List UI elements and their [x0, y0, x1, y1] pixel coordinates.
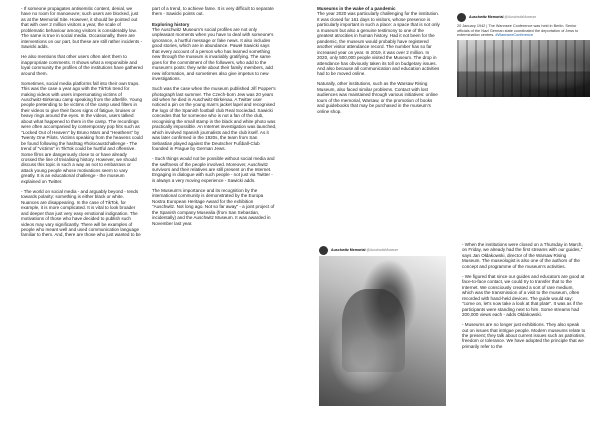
article-column-3 [317, 6, 441, 119]
embedded-social-post[interactable] [319, 244, 446, 414]
paragraph: Naturally, other institutions, such as the Warsaw Rising Museum, also faced similar problems. Contact with lost audiences was maintained through various initiatives: online tours of the memorial, Warsaw, or the promotion of books and guidebooks that may be purchased in the museum's online shop. [317, 81, 438, 114]
paragraph: - Such things would not be possible without social media and the swiftness of the people involved. Moreover, Auschwitz survivors and their relatives are still present on the Internet. Engaging in dialogue with such people - not just via Twitter - is always a very moving experience - Sawicki adds. [152, 156, 275, 183]
paragraph: part of a trend, to achieve fame. It is very difficult to separate them - Sawicki points out. [152, 6, 274, 17]
post-header [319, 244, 446, 256]
paragraph: - Museums are no longer just exhibitions. They also speak out on issues that intrigue people. Modern museums relate to the present; they talk about current issues such as patriotism, freedom or tolerance. We have adopted the principle that we primarily refer to the [462, 322, 586, 349]
post-caption-text: 20 January 1942 | The Wannsee Conference was held in Berlin. Senior officials of the Nazi German state coordinated the deportation of Jews to extermination centres. [457, 24, 579, 38]
section-heading-museums-pandemic: Museums in the wake of a pandemic [317, 6, 396, 11]
hashtag-link[interactable]: #WannseeConference [495, 33, 534, 38]
paragraph: The year 2020 was particularly challenging for the institution. It was closed for 161 days to visitors, whose presence is particularly important in such a place: a space that is not only a museum but also a genuine testimony to one of the greatest atrocities in human history. Had it not been for the pandemic, the museum would probably have registered another visitor attendance record. The number has so far increased year on year. In 2019, it was over 2 million. In 2020, only 500,000 people visited the Museum. The drop in attendance has obviously taken its toll on budgetary issues. And also because all communication and education activities had to be moved online. [317, 11, 440, 77]
post-author-handle: @AuschwitzMuseum [504, 15, 537, 19]
paragraph: Sometimes, social media platforms fall into their own traps. This was the case a year ago with the TikTok trend for making videos with users impersonating victims of Auschwitz-Birkenau camp speaking from the afterlife. Young people pretending to be victims of the camp used filters in their videos to give their faces signs of fatigue, bruises or heavy rings around the eyes. In the videos, users talked about what happened to them in the camp. The recordings were often accompanied by contemporary pop hits such as "Locked Out of Heaven" by Bruno Mars and "Heathens" by Twenty One Pilots. Victims speaking from the heavens could be found following the hashtag #holocaustchallenge - The trend of "victims" in TikTok could be hurtful and offensive. Some films are dangerously close to or have already crossed the line of trivialising history. However, we should discuss this topic in such a way as not to embarrass or attack young people whose motivations seem to vary greatly. It is an educational challenge - the museum explained on Twitter. [21, 80, 143, 184]
avatar[interactable] [457, 13, 466, 22]
post-author-handle: @AuschwitzMuseum [366, 248, 399, 252]
post-photo[interactable] [319, 256, 446, 406]
paragraph: - The world on social media - and arguably beyond - tends towards polarity: something is either black or white. Nuances are disappearing. In the case of TikTok, for example, it is more complicated. It is vital to look broader and deeper than just very easy emotional indignation. The motivations of those who have decided to publish such videos may vary significantly. There will be examples of people who meant well and used communication language familiar to them. And, there are those who just wanted to be [21, 188, 141, 238]
embedded-social-post[interactable] [457, 11, 590, 111]
paragraph: - When the institutions were closed on a Thursday in March, on Friday, we already had the first streams with our guides," says Jan Ołdakowski, director of the Warsaw Rising Museum. The museologist is also one of the authors of the concept and programme of the museum's activities. [462, 242, 583, 269]
post-photo[interactable] [457, 40, 590, 97]
paragraph: He also mentions that other users often alert them to inappropriate comments. It shows what a responsible and loyal community the profiles of the institutions have gathered around them. [21, 54, 143, 76]
avatar[interactable] [319, 246, 328, 255]
paragraph: The Auschwitz Museum's social profiles are not only unpleasant moments when you have to deal with someone's ignorance, a hurtful message or fake news. It also includes good stories, which are in abundance. Paweł Sawicki says that every account of a person who has learned something new through the museum is invariably gratifying. The same goes for the commitment of the followers, who add to the museum's posts: they write about their family members, add new information, and sometimes also give impetus to new investigations. [152, 26, 274, 82]
paragraph: Such was the case when the museum published Jiří Popper's photograph last summer. The Czech-born Jew was 20 years old when he died in Auschwitz-Birkenau. A Twitter user noticed a pin on the young man's jacket lapel and recognised the logo of the Spanish football club Real Sociedad. Sawicki concedes that for someone who is not a fan of the club, recognising the small stamp in the black and white photo was practically impossible. An Internet investigation was launched, which involved Spanish journalists and the club itself. As it was later confirmed in the 1920s, the team from San Sebastian played against the Deutscher Fußball-Club founded in Prague by German Jews. [152, 86, 277, 152]
article-column-1 [21, 6, 143, 243]
section-heading-exploring-history: Exploring history [152, 21, 190, 27]
post-author[interactable] [331, 248, 398, 252]
post-author[interactable] [469, 15, 536, 19]
post-author-name: Auschwitz Memorial [469, 15, 504, 19]
paragraph: The Museum's importance and its recognition by the international community is demonstrated by the Europa Nostra European Heritage Award for the exhibition "Auschwitz. Not long ago. Not so far away" - a joint project of the Spanish company Musealia (from San Sebastian, incidentally) and the Auschwitz Museum. It was awarded in November last year. [152, 187, 275, 226]
post-author-name: Auschwitz Memorial [331, 248, 366, 252]
paragraph: - We figured that since our guides and educators are good at face-to-face contact, we could try to transfer that to the Internet. We consciously created a sort of rare medium, which was the transmission of a visit to the museum, often recorded with hand-held devices. The guide would say: "come on, let's now take a look at that plate". It was as if the participants were standing next to him. Some streams had 200,000 views each - adds Ołdakowski. [462, 273, 585, 318]
paragraph: - If someone propagates antisemitic content, denial, we have no room for manoeuvre; such users are blocked, just as at the Memorial Site. However, it should be pointed out that with over 2 million visitors a year, the scale of problematic behaviour among visitors is considerably low. The same is true in social media. Occasionally, there are interventions on our part, but these are still rather incidents - Sawicki adds. [21, 6, 143, 50]
article-column-2 [152, 6, 277, 231]
post-caption [457, 24, 590, 38]
post-header [457, 11, 590, 23]
article-column-4 [462, 242, 586, 354]
